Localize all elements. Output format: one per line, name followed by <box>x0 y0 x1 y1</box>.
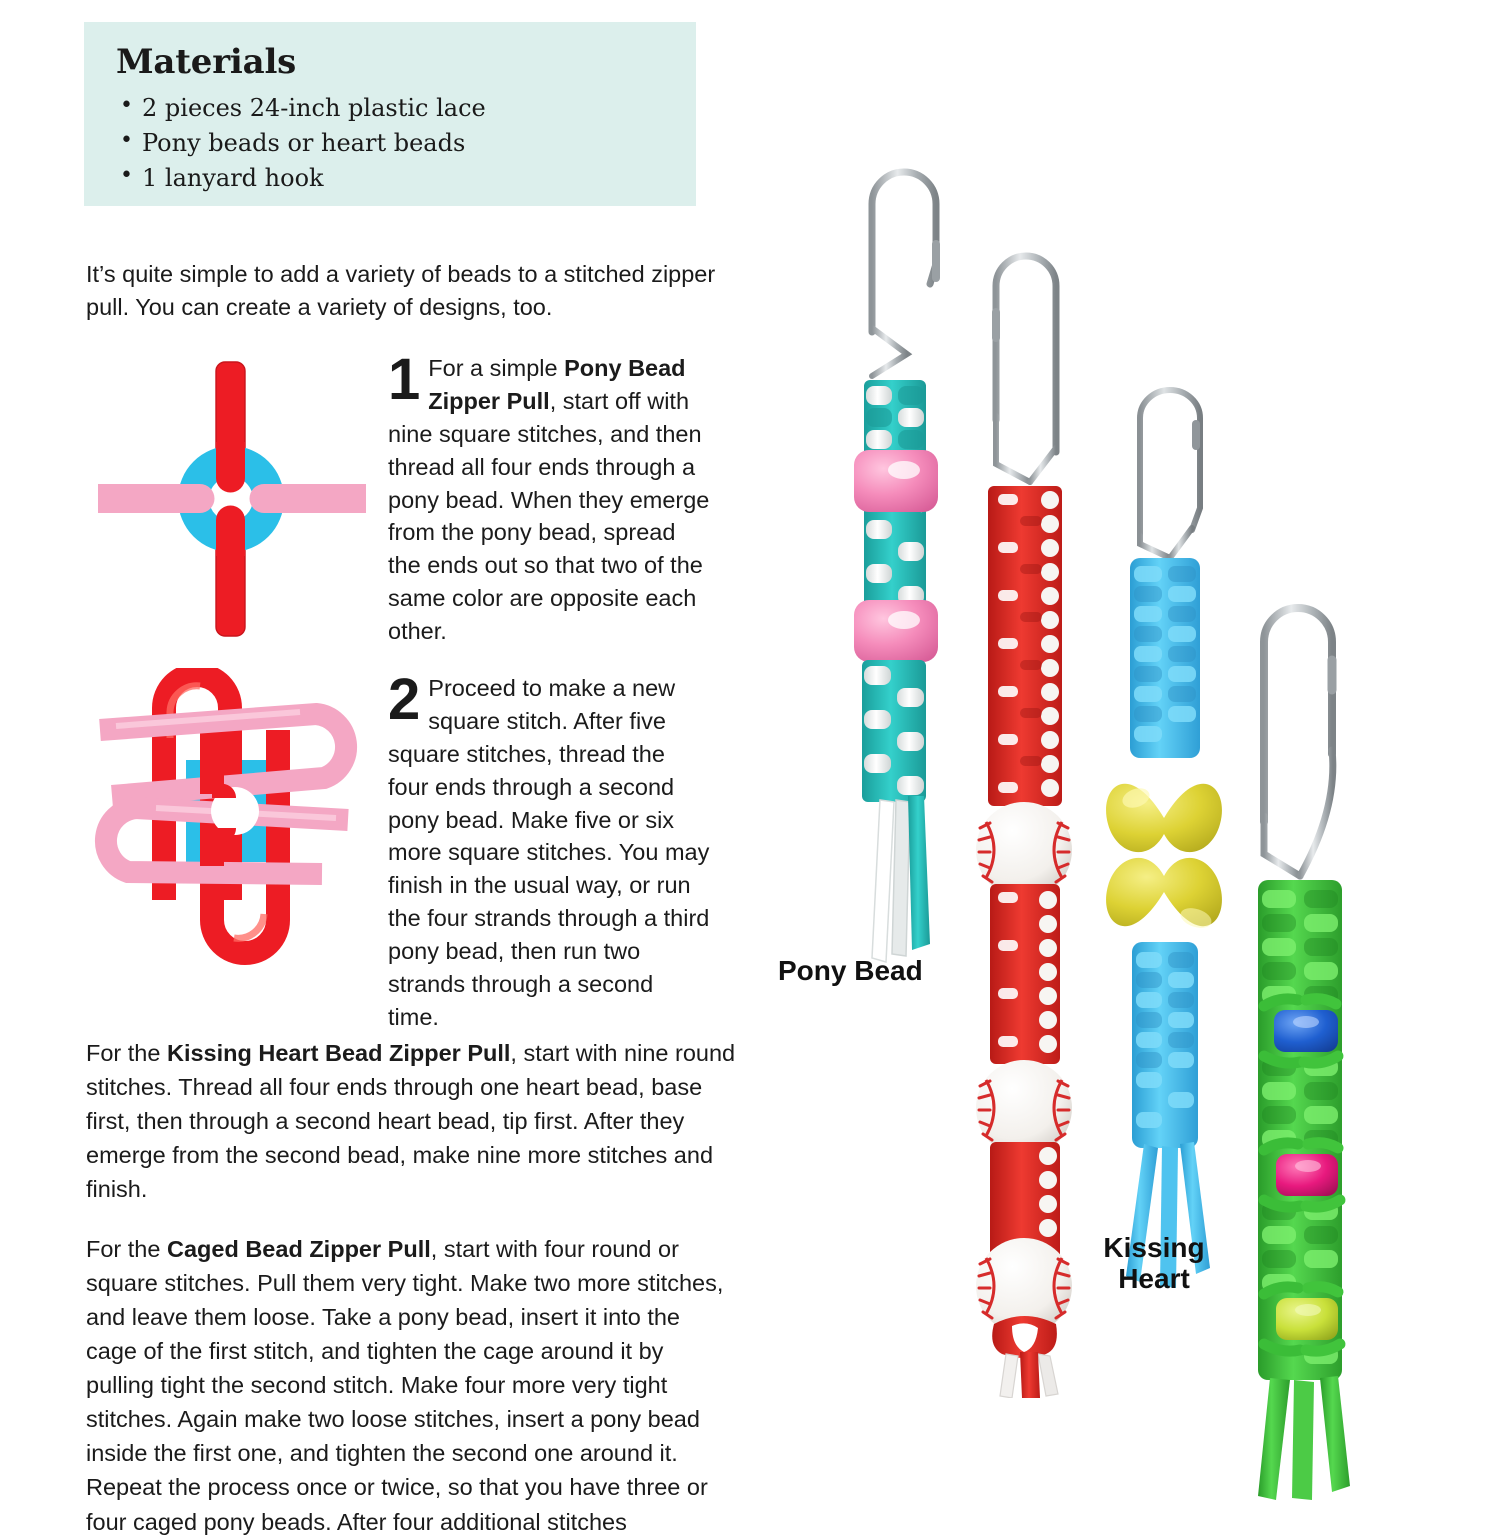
step-number: 2 <box>388 667 420 732</box>
label-pony-bead: Pony Bead <box>778 955 923 986</box>
lace-tassel <box>1258 1376 1350 1500</box>
braided-lace-red-white <box>988 486 1062 806</box>
braided-lace-blue <box>1132 942 1198 1148</box>
pink-pony-bead <box>854 450 938 512</box>
step-text-lead: For a simple <box>428 355 565 381</box>
paragraph-lead: For the <box>86 1236 167 1262</box>
braided-lace-red-white <box>990 884 1060 1064</box>
list-item: • Pony beads or heart beads <box>116 126 696 161</box>
label-kissing-heart-line2: Heart <box>1118 1263 1190 1295</box>
braided-lace-lower <box>862 660 926 802</box>
paragraph-bold: Kissing Heart Bead Zipper Pull <box>166 1040 511 1066</box>
intro-paragraph: It’s quite simple to add a variety of beads to a stitched zipper pull. You can create a variety of designs, too. <box>86 261 716 321</box>
baseball-bead <box>976 802 1072 898</box>
label-kissing-heart-line1: Kissing <box>1103 1232 1205 1263</box>
braided-lace-blue <box>1130 558 1200 758</box>
list-item: • 1 lanyard hook <box>116 161 696 196</box>
list-item: • 2 pieces 24-inch plastic lace <box>116 91 696 126</box>
pony-bead-cross-section-diagram <box>88 356 376 642</box>
step-2 <box>388 667 710 1034</box>
caged-bead-zipper-pull-photo <box>1236 586 1412 1500</box>
pink-pony-bead <box>854 600 938 662</box>
lanyard-hook-icon <box>872 172 936 376</box>
paragraph-bold: Caged Bead Zipper Pull <box>166 1236 431 1262</box>
step-text-rest: , start off with nine square stitches, and then thread all four ends through a pony bead. When they emerge from the pony bead, spread the ends out so that two of the same color are opposite each other. <box>388 387 710 645</box>
paragraph-rest: , start with four round or square stitches. Pull them very tight. Make two more stitches, and leave them loose. Take a pony bead, insert it into the cage of the first stitch, and tighten the cage around it by pulling tight the second stitch. Make four more very tight stitches. Again make two loose stitches, insert a pony bead inside the first one, and tighten the second one around it. Repeat the process once or twice, so that you have three or four caged pony beads. After four additional stitches <box>86 1236 724 1535</box>
step-text-rest: Proceed to make a new square stitch. After five square stitches, thread the four ends through a second pony bead. Make five or six more square stitches. You may finish in the usual way, or run the four strands through a third pony bead, then run two strands through a second time. <box>388 675 710 1030</box>
materials-callout <box>84 22 696 206</box>
baseball-bead <box>976 1060 1072 1156</box>
square-stitch-around-bead-diagram <box>86 668 378 970</box>
lanyard-hook-icon <box>996 256 1056 482</box>
paragraph-rest: , start with nine round stitches. Thread all four ends through one heart bead, base first, then through a second heart bead, tip first. After they emerge from the second bead, make nine more stitches and finish. <box>86 1040 736 1203</box>
materials-list <box>116 91 696 195</box>
label-kissing-heart <box>1094 1232 1214 1295</box>
materials-title: Materials <box>116 42 297 82</box>
lanyard-hook-icon <box>1264 608 1333 876</box>
lace-tassel <box>872 796 930 962</box>
step-text-bold: Pony Bead Zipper Pull <box>428 355 686 414</box>
lanyard-hook-icon <box>1140 390 1200 558</box>
kissing-heart-zipper-pull-photo <box>1092 358 1252 1358</box>
paragraph-lead: For the <box>86 1040 167 1066</box>
yellow-heart-bead-upper <box>1106 784 1222 852</box>
kissing-heart-paragraph <box>86 1036 736 1206</box>
yellow-heart-bead-lower <box>1106 858 1222 932</box>
step-number: 1 <box>388 347 420 412</box>
caged-bead-paragraph <box>86 1232 736 1539</box>
lace-tassel <box>992 1316 1058 1398</box>
step-1 <box>388 347 710 648</box>
